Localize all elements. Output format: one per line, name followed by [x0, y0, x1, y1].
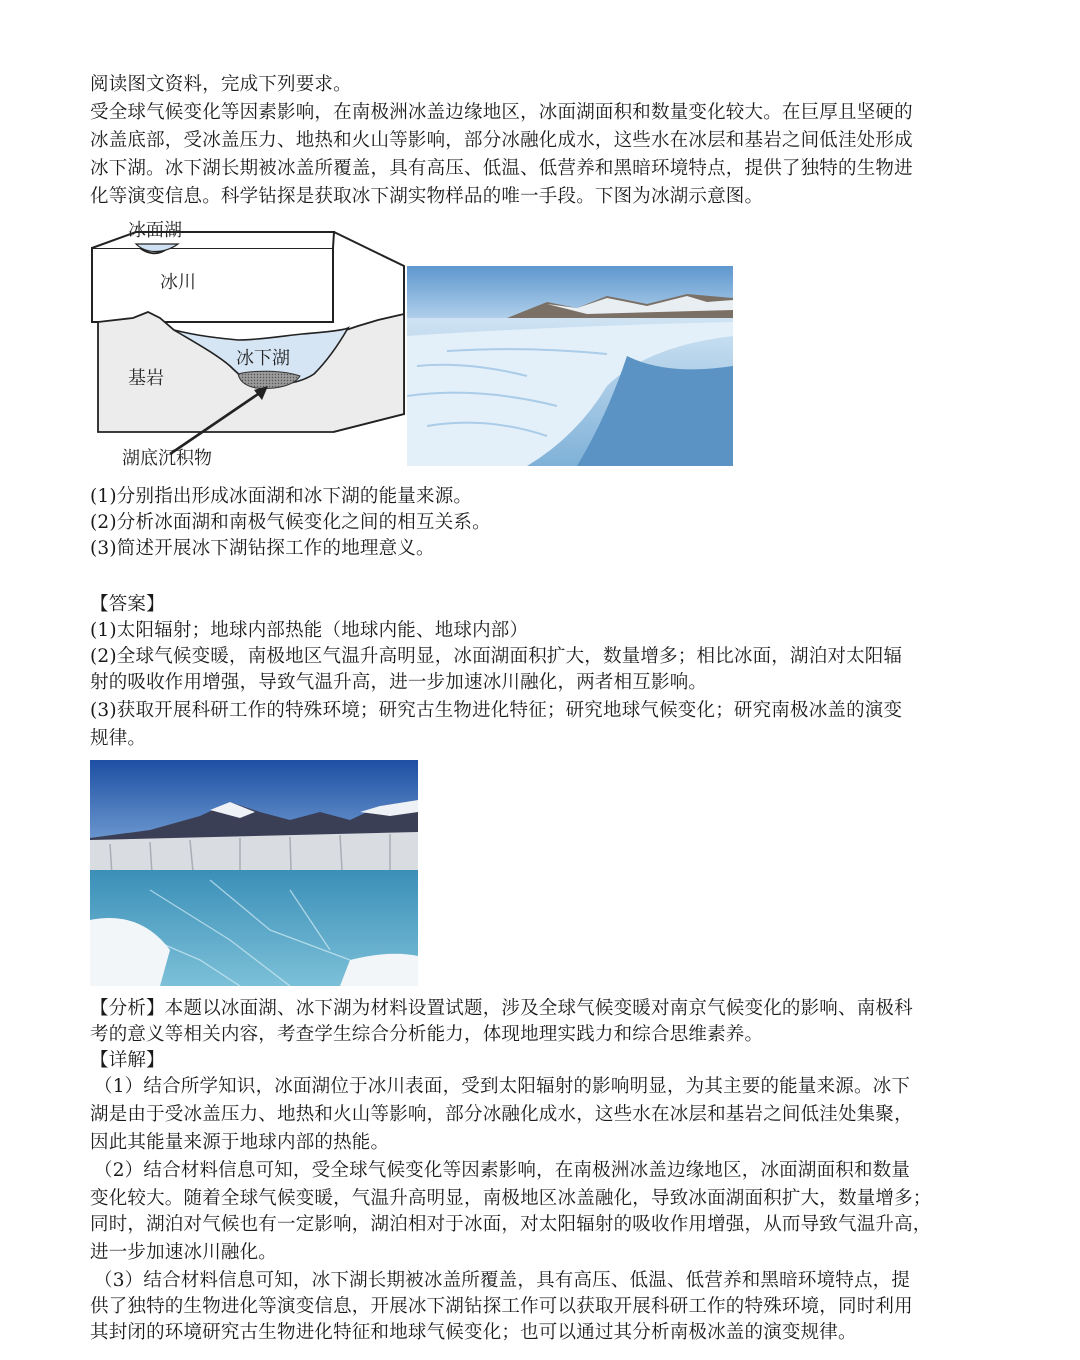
analysis-line: 考的意义等相关内容，考查学生综合分析能力，体现地理实践力和综合思维素养。	[90, 1024, 764, 1045]
answer-heading: 【答案】	[90, 594, 165, 615]
material-line: 受全球气候变化等因素影响，在南极洲冰盖边缘地区，冰面湖面积和数量变化较大。在巨厚且坚硬的	[90, 102, 913, 123]
material-line: 冰盖底部，受冰盖压力、地热和火山等影响，部分冰融化成水，这些水在冰层和基岩之间低洼处形成	[90, 130, 913, 151]
label-surface-lake: 冰面湖	[128, 220, 182, 241]
question-2: (2)分析冰面湖和南极气候变化之间的相互关系。	[90, 512, 491, 533]
detail-line: 同时，湖泊对气候也有一定影响，湖泊相对于冰面，对太阳辐射的吸收作用增强，从而导致气温升高，	[90, 1214, 932, 1235]
label-bedrock: 基岩	[128, 368, 164, 389]
analysis-line: 【分析】本题以冰面湖、冰下湖为材料设置试题，涉及全球气候变暖对南京气候变化的影响、南极科	[90, 998, 913, 1019]
detail-line: 其封闭的环境研究古生物进化特征和地球气候变化；也可以通过其分析南极冰盖的演变规律。	[90, 1322, 857, 1343]
detail-line: 因此其能量来源于地球内部的热能。	[90, 1132, 390, 1153]
answer-line: (3)获取开展科研工作的特殊环境；研究古生物进化特征；研究地球气候变化；研究南极冰盖的演变	[90, 700, 903, 721]
detail-line: （3）结合材料信息可知，冰下湖长期被冰盖所覆盖，具有高压、低温、低营养和黑暗环境特点，提	[94, 1270, 911, 1291]
detail-line: 变化较大。随着全球气候变暖，气温升高明显，南极地区冰盖融化，导致冰面湖面积扩大，数量增多；	[90, 1188, 932, 1209]
ice-lake-diagram	[88, 214, 413, 472]
intro-text: 阅读图文资料，完成下列要求。	[90, 74, 352, 95]
question-3: (3)简述开展冰下湖钻探工作的地理意义。	[90, 538, 435, 559]
detail-line: （2）结合材料信息可知，受全球气候变化等因素影响，在南极洲冰盖边缘地区，冰面湖面积和数量	[94, 1160, 911, 1181]
answer-line: (2)全球气候变暖，南极地区气温升高明显，冰面湖面积扩大，数量增多；相比冰面，湖泊对太阳辐	[90, 646, 903, 667]
answer-line: (1)太阳辐射；地球内部热能（地球内能、地球内部）	[90, 620, 529, 641]
detail-line: 供了独特的生物进化等演变信息，开展冰下湖钻探工作可以获取开展科研工作的特殊环境，同时利用	[90, 1296, 913, 1317]
question-1: (1)分别指出形成冰面湖和冰下湖的能量来源。	[90, 486, 473, 507]
label-sediment: 湖底沉积物	[122, 448, 212, 469]
detail-line: 进一步加速冰川融化。	[90, 1242, 278, 1263]
answer-line: 射的吸收作用增强，导致气温升高，进一步加速冰川融化，两者相互影响。	[90, 672, 708, 693]
answer-line: 规律。	[90, 728, 147, 749]
material-line: 化等演变信息。科学钻探是获取冰下湖实物样品的唯一手段。下图为冰湖示意图。	[90, 186, 764, 207]
glacier-photo	[407, 266, 733, 466]
detail-line: （1）结合所学知识，冰面湖位于冰川表面，受到太阳辐射的影响明显，为其主要的能量来源。冰下	[94, 1076, 911, 1097]
label-subglacial-lake: 冰下湖	[236, 348, 290, 369]
material-line: 冰下湖。冰下湖长期被冰盖所覆盖，具有高压、低温、低营养和黑暗环境特点，提供了独特的生物进	[90, 158, 913, 179]
detail-line: 湖是由于受冰盖压力、地热和火山等影响，部分冰融化成水，这些水在冰层和基岩之间低洼处集聚，	[90, 1104, 913, 1125]
detail-heading: 【详解】	[90, 1050, 165, 1071]
frozen-lake-photo	[90, 760, 418, 986]
label-glacier: 冰川	[160, 272, 196, 293]
